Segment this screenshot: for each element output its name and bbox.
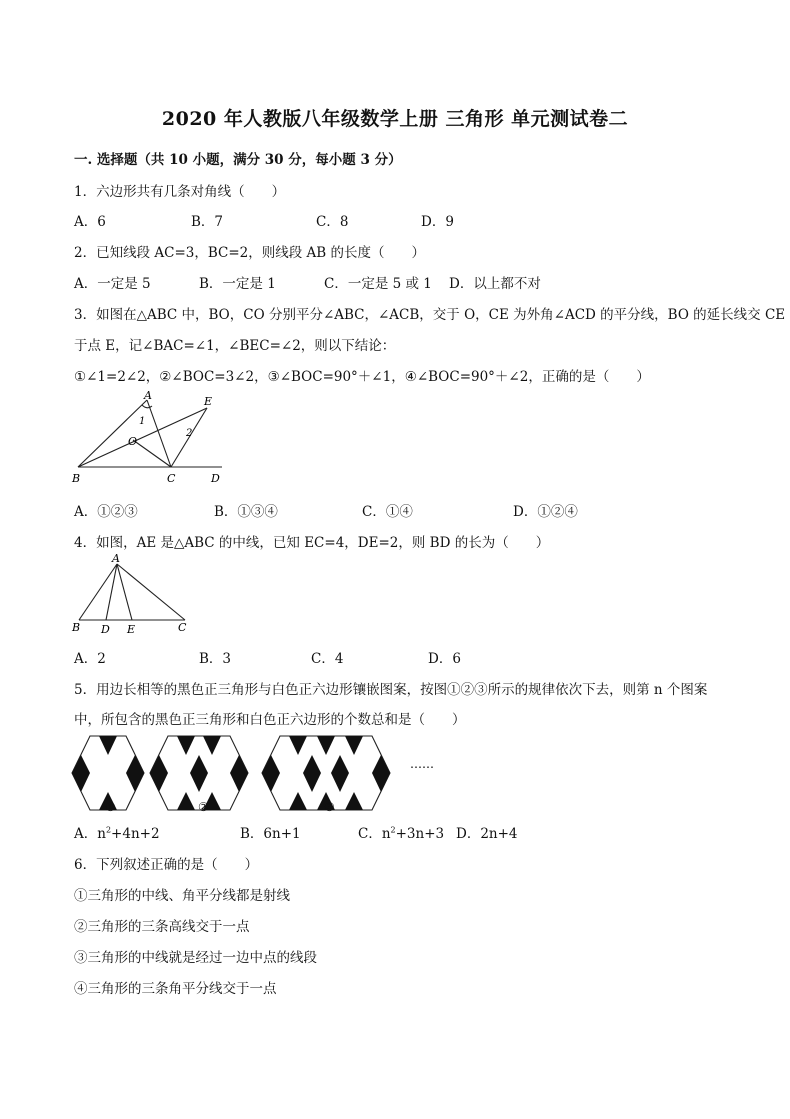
- pattern-1: [72, 736, 144, 810]
- q1-option-c: C．8: [316, 214, 349, 230]
- q6-statement-1: ①三角形的中线、角平分线都是射线: [74, 888, 290, 904]
- q5-figure-label-1: ①: [105, 800, 116, 814]
- q4-option-b: B．3: [199, 651, 232, 667]
- q4-option-d: D．6: [428, 651, 461, 667]
- q5-option-c: C．$n^2+3n+3$: [358, 825, 445, 842]
- q3-label-a: A: [144, 389, 152, 402]
- q6-statement-4: ④三角形的三条角平分线交于一点: [74, 981, 277, 997]
- q3-label-d: D: [211, 472, 220, 485]
- q4-option-a: A．2: [74, 651, 106, 667]
- q3-option-d: D．①②④: [513, 504, 578, 520]
- q2-option-a: A．一定是 5: [74, 276, 151, 292]
- q3-label-c: C: [167, 472, 176, 485]
- q1-option-b: B．7: [191, 214, 224, 230]
- q4-label-a: A: [112, 552, 120, 565]
- q3-label-o: O: [128, 435, 138, 448]
- q5-figure-label-3: ③: [324, 800, 335, 814]
- question-3-stem-line1: 3．如图在△ABC 中，BO，CO 分别平分∠ABC，∠ACB，交于 O，CE 为外角∠ACD 的平分线，BO 的延长线交 CE: [74, 307, 786, 323]
- section-heading: 一. 选择题（共 10 小题，满分 30 分，每小题 3 分）: [74, 152, 402, 168]
- q3-label-2: 2: [186, 428, 193, 439]
- q4-label-d: D: [101, 623, 110, 636]
- q3-label-b: B: [72, 472, 81, 485]
- q1-option-a: A．6: [74, 214, 106, 230]
- q3-label-e: E: [204, 395, 213, 408]
- pattern-2: [150, 736, 248, 810]
- q3-option-c: C．①④: [362, 504, 413, 520]
- question-4-stem: 4．如图，AE 是△ABC 的中线，已知 EC=4，DE=2，则 BD 的长为（ ）: [74, 535, 550, 551]
- question-5-stem-line2: 中，所包含的黑色正三角形和白色正六边形的个数总和是（ ）: [74, 712, 466, 728]
- q4-label-c: C: [178, 621, 187, 634]
- q5-option-a: A．$n^2+4n+2$: [74, 825, 160, 842]
- question-3-stem-line2: 于点 E，记∠BAC=∠1，∠BEC=∠2，则以下结论：: [74, 338, 396, 354]
- question-5-stem-line1: 5．用边长相等的黑色正三角形与白色正六边形镶嵌图案，按图①②③所示的规律依次下去，则第 n 个图案: [74, 682, 708, 698]
- q4-option-c: C．4: [311, 651, 344, 667]
- pattern-3: [262, 736, 390, 810]
- q3-label-1: 1: [139, 416, 146, 427]
- q2-option-c: C．一定是 5 或 1: [324, 276, 432, 292]
- q4-label-b: B: [72, 621, 81, 634]
- question-6-stem: 6．下列叙述正确的是（ ）: [74, 857, 259, 873]
- q5-figure-label-2: ②: [198, 800, 209, 814]
- q5-tessellation-figure: [70, 728, 440, 818]
- q5-ellipsis: ……: [410, 757, 434, 771]
- question-2-stem: 2．已知线段 AC=3，BC=2，则线段 AB 的长度（ ）: [74, 245, 426, 261]
- q6-statement-3: ③三角形的中线就是经过一边中点的线段: [74, 950, 317, 966]
- q2-option-d: D．以上都不对: [449, 276, 541, 292]
- q4-label-e: E: [127, 623, 136, 636]
- q1-option-d: D．9: [421, 214, 454, 230]
- page-title: 2020 年人教版八年级数学上册 三角形 单元测试卷二: [161, 108, 629, 130]
- q3-option-a: A．①②③: [74, 504, 138, 520]
- q5-option-d: D．2n+4: [456, 826, 518, 842]
- q2-option-b: B．一定是 1: [199, 276, 276, 292]
- question-1-stem: 1．六边形共有几条对角线（ ）: [74, 184, 286, 200]
- question-3-stem-line3: ①∠1=2∠2，②∠BOC=3∠2，③∠BOC=90°＋∠1，④∠BOC=90°＋∠2，正确的是（ ）: [74, 369, 650, 385]
- q5-option-b: B．6n+1: [240, 826, 301, 842]
- q6-statement-2: ②三角形的三条高线交于一点: [74, 919, 250, 935]
- q3-triangle-figure: [70, 388, 230, 488]
- q4-triangle-figure: [70, 552, 200, 636]
- q3-option-b: B．①③④: [214, 504, 278, 520]
